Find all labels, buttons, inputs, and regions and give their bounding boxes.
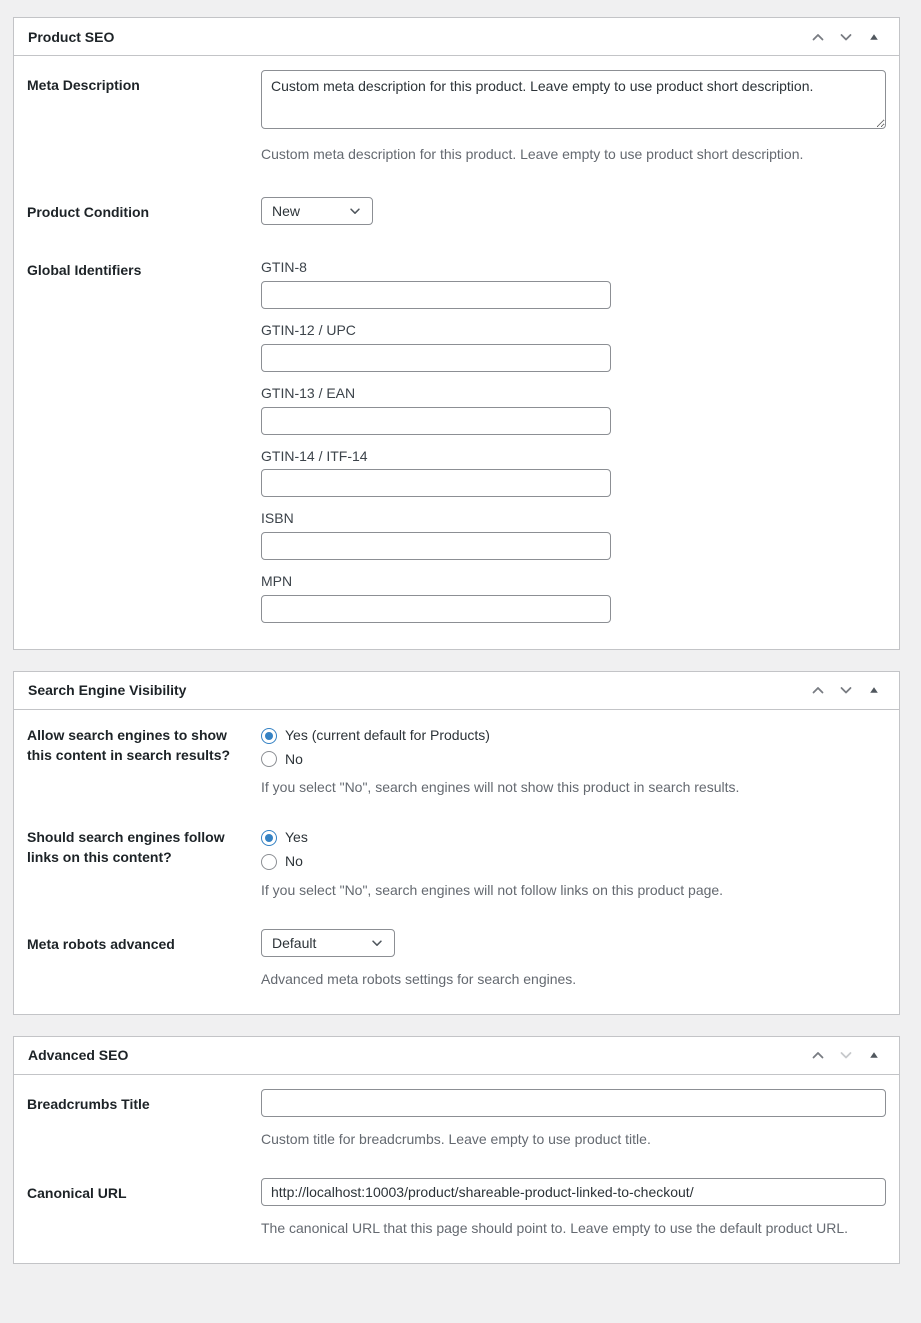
field-help: If you select "No", search engines will not follow links on this product page. [261, 881, 724, 898]
field-help: The canonical URL that this page should point to. Leave empty to use the default product URL. [261, 1220, 849, 1237]
radio-option-no[interactable] [261, 750, 303, 770]
radio-option-label: Yes (current default for Products) [285, 726, 490, 743]
gtin14-field [261, 448, 872, 498]
field-label: Breadcrumbs Title [27, 1095, 150, 1112]
gtin8-field [261, 259, 872, 309]
select-value: New [272, 203, 301, 220]
radio-unchecked-icon[interactable] [261, 751, 277, 767]
metabox-title: Product SEO [28, 28, 115, 45]
chevron-down-icon [348, 204, 362, 218]
gtin13-field [261, 385, 872, 435]
field-show-in-search [27, 724, 872, 796]
mpn-input[interactable] [261, 595, 611, 623]
meta-robots-advanced-select[interactable] [261, 929, 395, 957]
metabox-advanced-seo [13, 1036, 900, 1264]
metabox-title: Advanced SEO [28, 1047, 129, 1064]
radio-option-yes[interactable] [261, 726, 490, 746]
sub-field-label: MPN [261, 573, 293, 590]
metabox-product-seo-body [14, 56, 899, 649]
field-label: Meta Description [27, 77, 140, 93]
radio-unchecked-icon[interactable] [261, 854, 277, 870]
metabox-search-engine-visibility [13, 671, 900, 1015]
metabox-title: Search Engine Visibility [28, 682, 187, 699]
gtin8-input[interactable] [261, 281, 611, 309]
sub-field-label: GTIN-14 / ITF-14 [261, 447, 368, 464]
radio-checked-icon[interactable] [261, 830, 277, 846]
field-canonical-url [27, 1178, 872, 1237]
sub-field-label: GTIN-13 / EAN [261, 384, 356, 401]
metabox-search-engine-visibility-body [14, 710, 899, 1014]
move-down-icon [833, 1042, 859, 1068]
isbn-input[interactable] [261, 532, 611, 560]
breadcrumbs-title-input[interactable] [261, 1089, 886, 1117]
metabox-search-engine-visibility-header[interactable] [14, 672, 899, 710]
metabox-advanced-seo-body [14, 1075, 899, 1263]
radio-checked-icon[interactable] [261, 728, 277, 744]
radio-option-label: Yes [285, 829, 308, 846]
metabox-product-seo [13, 17, 900, 650]
gtin12-field [261, 322, 872, 372]
gtin13-input[interactable] [261, 407, 611, 435]
metabox-handle-actions [805, 677, 887, 703]
sub-field-label: ISBN [261, 510, 294, 527]
field-help: Custom title for breadcrumbs. Leave empty to use product title. [261, 1130, 651, 1147]
move-down-icon[interactable] [833, 677, 859, 703]
field-breadcrumbs-title [27, 1089, 872, 1148]
metabox-advanced-seo-header[interactable] [14, 1037, 899, 1075]
move-up-icon[interactable] [805, 1042, 831, 1068]
meta-description-textarea[interactable] [261, 70, 886, 129]
toggle-panel-icon[interactable] [861, 677, 887, 703]
show-in-search-radio-group [261, 724, 872, 769]
field-product-condition [27, 197, 872, 225]
metabox-handle-actions [805, 24, 887, 50]
radio-option-yes[interactable] [261, 828, 308, 848]
metabox-handle-actions [805, 1042, 887, 1068]
move-up-icon[interactable] [805, 24, 831, 50]
sub-field-label: GTIN-12 / UPC [261, 321, 356, 338]
toggle-panel-icon[interactable] [861, 1042, 887, 1068]
move-up-icon[interactable] [805, 677, 831, 703]
follow-links-radio-group [261, 826, 872, 871]
field-label: Meta robots advanced [27, 935, 175, 952]
sub-field-label: GTIN-8 [261, 259, 307, 276]
canonical-url-input[interactable] [261, 1178, 886, 1206]
field-global-identifiers [27, 259, 872, 623]
isbn-field [261, 510, 872, 560]
metabox-product-seo-header[interactable] [14, 18, 899, 56]
field-label: Should search engines follow links on this content? [27, 829, 225, 865]
field-label: Allow search engines to show this content in search results? [27, 726, 231, 763]
mpn-field [261, 573, 872, 623]
field-meta-description [27, 70, 872, 163]
field-label: Canonical URL [27, 1185, 127, 1202]
field-follow-links [27, 826, 872, 898]
radio-option-label: No [285, 750, 303, 767]
field-label: Product Condition [27, 204, 150, 221]
select-value: Default [272, 934, 317, 951]
chevron-down-icon [370, 936, 384, 950]
field-help: Custom meta description for this product. Leave empty to use product short description. [261, 146, 804, 162]
field-meta-robots-advanced [27, 929, 872, 988]
toggle-panel-icon[interactable] [861, 24, 887, 50]
field-label: Global Identifiers [27, 262, 142, 279]
move-down-icon[interactable] [833, 24, 859, 50]
field-help: Advanced meta robots settings for search engines. [261, 970, 577, 987]
gtin12-input[interactable] [261, 344, 611, 372]
radio-option-no[interactable] [261, 852, 303, 872]
radio-option-label: No [285, 852, 303, 869]
product-condition-select[interactable] [261, 197, 373, 225]
gtin14-input[interactable] [261, 469, 611, 497]
field-help: If you select "No", search engines will not show this product in search results. [261, 779, 740, 796]
